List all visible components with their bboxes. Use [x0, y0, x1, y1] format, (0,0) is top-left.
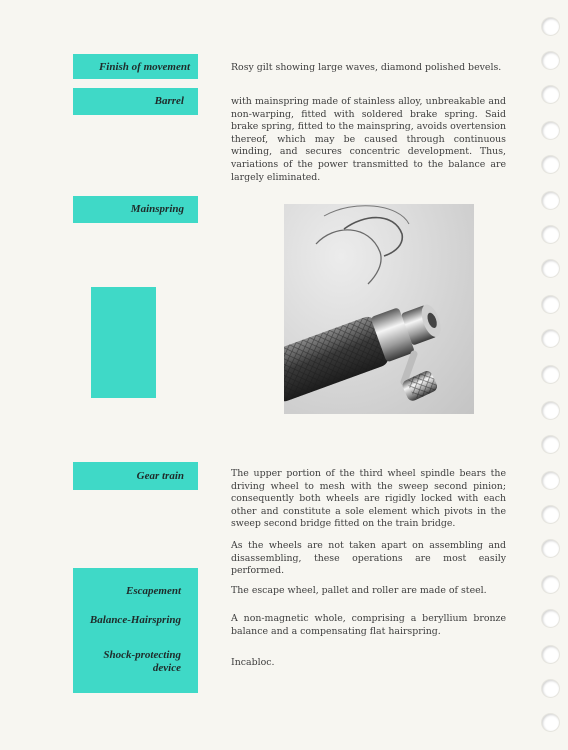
finish-text: Rosy gilt showing large waves, diamond polished bevels.: [231, 62, 502, 73]
binder-hole: [542, 226, 559, 243]
gear-train-label: Gear train: [136, 470, 184, 482]
mainspring-winder-photo: [284, 204, 474, 414]
binder-hole: [542, 472, 559, 489]
binder-hole: [542, 296, 559, 313]
balance-text: A non-magnetic whole, comprising a beryllium bronze balance and a compensating flat hairspring.: [231, 613, 506, 637]
mainspring-tab: [73, 196, 198, 223]
decorative-block: [91, 287, 156, 398]
binder-hole: [542, 366, 559, 383]
escapement-text: The escape wheel, pallet and roller are made of steel.: [231, 585, 487, 596]
binder-hole: [542, 18, 559, 35]
binder-hole: [542, 576, 559, 593]
gear-train-text: [231, 468, 506, 578]
binder-hole: [542, 646, 559, 663]
binder-hole: [542, 86, 559, 103]
specs-tab-block: [73, 568, 198, 693]
binder-hole: [542, 156, 559, 173]
binder-holes: [538, 0, 568, 750]
binder-hole: [542, 260, 559, 277]
binder-hole: [542, 330, 559, 347]
binder-hole: [542, 610, 559, 627]
binder-hole: [542, 680, 559, 697]
binder-hole: [542, 402, 559, 419]
gear-train-paragraph-1: The upper portion of the third wheel spindle bears the driving wheel to mesh with the sweep second pinion; consequently both wheels are rigidly locked with each other and constitute a sole element which pivots in the sweep second bridge fitted on the train bridge.: [231, 468, 506, 530]
escapement-label: Escapement: [126, 585, 181, 597]
shock-text: Incabloc.: [231, 657, 275, 668]
finish-of-movement-tab: [73, 54, 198, 79]
barrel-text: with mainspring made of stainless alloy, unbreakable and non-warping, fitted with soldered brake spring. Said brake spring, fitted to the mainspring, avoids overtension thereof, which may be caused through continuous winding, and secures concentric development. Thus, variations of the power transmitted to the balance are largely eliminated.: [231, 96, 506, 183]
binder-hole: [542, 540, 559, 557]
binder-hole: [542, 192, 559, 209]
barrel-label: Barrel: [154, 95, 184, 107]
binder-hole: [542, 714, 559, 731]
mainspring-winder-illustration: [284, 204, 474, 414]
shock-protecting-label-line1: Shock-protecting: [103, 649, 181, 661]
shock-protecting-label-line2: device: [152, 662, 181, 674]
binder-hole: [542, 52, 559, 69]
balance-hairspring-label: Balance-Hairspring: [89, 614, 181, 626]
binder-hole: [542, 436, 559, 453]
finish-of-movement-label: Finish of movement: [98, 61, 190, 73]
gear-train-tab: [73, 462, 198, 490]
binder-hole: [542, 506, 559, 523]
mainspring-label: Mainspring: [130, 203, 184, 215]
barrel-tab: [73, 88, 198, 115]
gear-train-paragraph-2: As the wheels are not taken apart on assembling and disassembling, these operations are most easily performed.: [231, 539, 506, 577]
binder-hole: [542, 122, 559, 139]
